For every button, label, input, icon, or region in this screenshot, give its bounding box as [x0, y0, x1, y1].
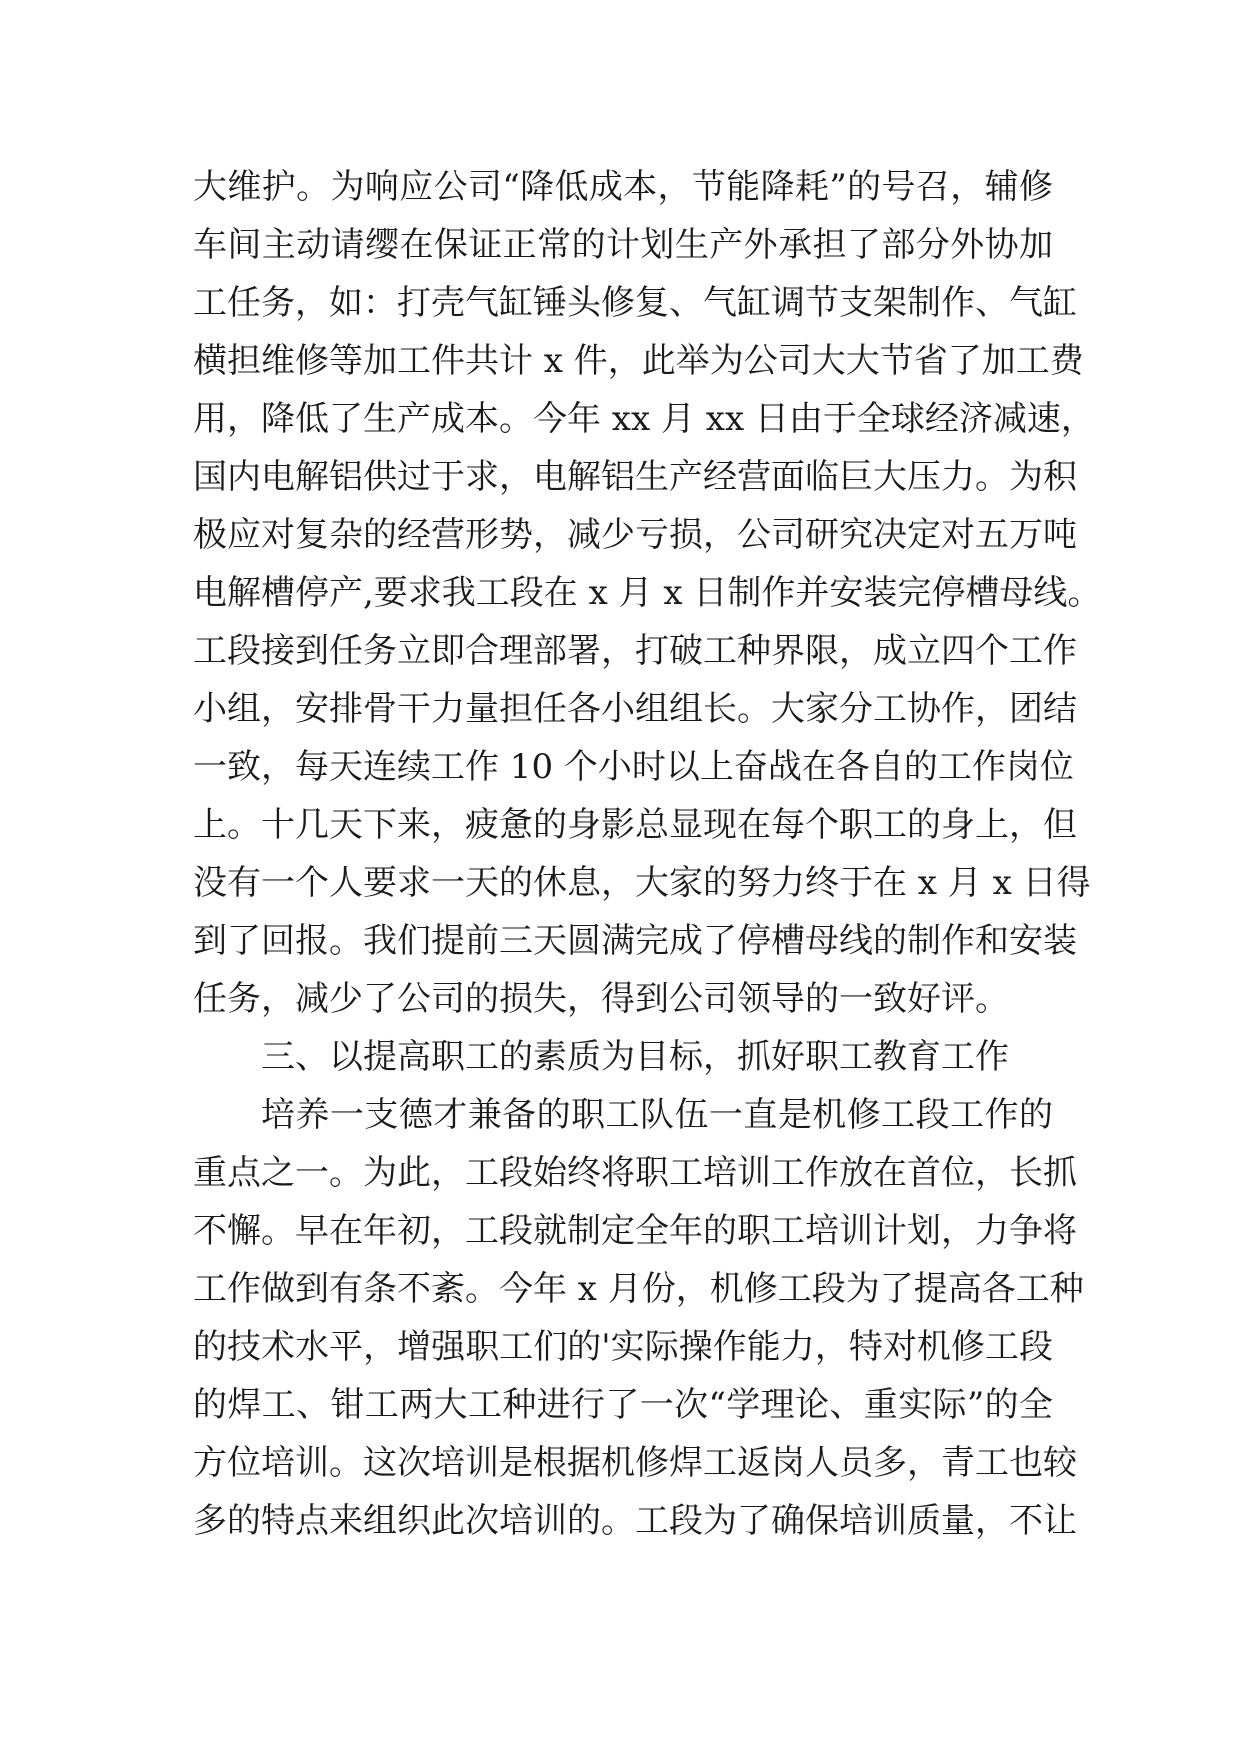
- text-line: 横担维修等加工件共计 x 件，此举为公司大大节省了加工费: [193, 341, 1084, 381]
- paragraph-first-line: 培养一支德才兼备的职工队伍一直是机修工段工作的: [261, 1095, 1053, 1135]
- text-line: 工任务，如：打壳气缸锤头修复、气缸调节支架制作、气缸: [193, 283, 1077, 323]
- section-heading: 三、以提高职工的素质为目标，抓好职工教育工作: [261, 1037, 1009, 1077]
- text-line: 一致，每天连续工作 10 个小时以上奋战在各自的工作岗位: [193, 747, 1074, 787]
- text-line: 电解槽停产,要求我工段在 x 月 x 日制作并安装完停槽母线。: [193, 573, 1102, 613]
- paragraph-end-line: 任务，减少了公司的损失，得到公司领导的一致好评。: [193, 979, 1009, 1019]
- text-line: 的技术水平，增强职工们的'实际操作能力，特对机修工段: [193, 1327, 1053, 1367]
- text-line: 工作做到有条不紊。今年 x 月份，机修工段为了提高各工种: [193, 1269, 1084, 1309]
- text-line: 不懈。早在年初，工段就制定全年的职工培训计划，力争将: [193, 1211, 1077, 1251]
- text-line: 重点之一。为此，工段始终将职工培训工作放在首位，长抓: [193, 1153, 1077, 1193]
- text-line: 上。十几天下来，疲惫的身影总显现在每个职工的身上，但: [193, 805, 1077, 845]
- text-line: 用，降低了生产成本。今年 xx 月 xx 日由于全球经济减速，: [193, 399, 1095, 439]
- text-line: 车间主动请缨在保证正常的计划生产外承担了部分外协加: [193, 225, 1053, 265]
- text-line: 到了回报。我们提前三天圆满完成了停槽母线的制作和安装: [193, 921, 1077, 961]
- text-line: 多的特点来组织此次培训的。工段为了确保培训质量，不让: [193, 1501, 1077, 1541]
- text-line: 极应对复杂的经营形势，减少亏损，公司研究决定对五万吨: [193, 515, 1077, 555]
- text-line: 没有一个人要求一天的休息，大家的努力终于在 x 月 x 日得: [193, 863, 1091, 903]
- text-line: 小组，安排骨干力量担任各小组组长。大家分工协作，团结: [193, 689, 1077, 729]
- text-line: 方位培训。这次培训是根据机修焊工返岗人员多，青工也较: [193, 1443, 1077, 1483]
- text-line: 国内电解铝供过于求，电解铝生产经营面临巨大压力。为积: [193, 457, 1077, 497]
- document-body: [193, 158, 1102, 1550]
- text-line: 的焊工、钳工两大工种进行了一次“学理论、重实际”的全: [193, 1385, 1053, 1425]
- text-line: 工段接到任务立即合理部署，打破工种界限，成立四个工作: [193, 631, 1077, 671]
- text-line: 大维护。为响应公司“降低成本，节能降耗”的号召，辅修: [193, 167, 1053, 207]
